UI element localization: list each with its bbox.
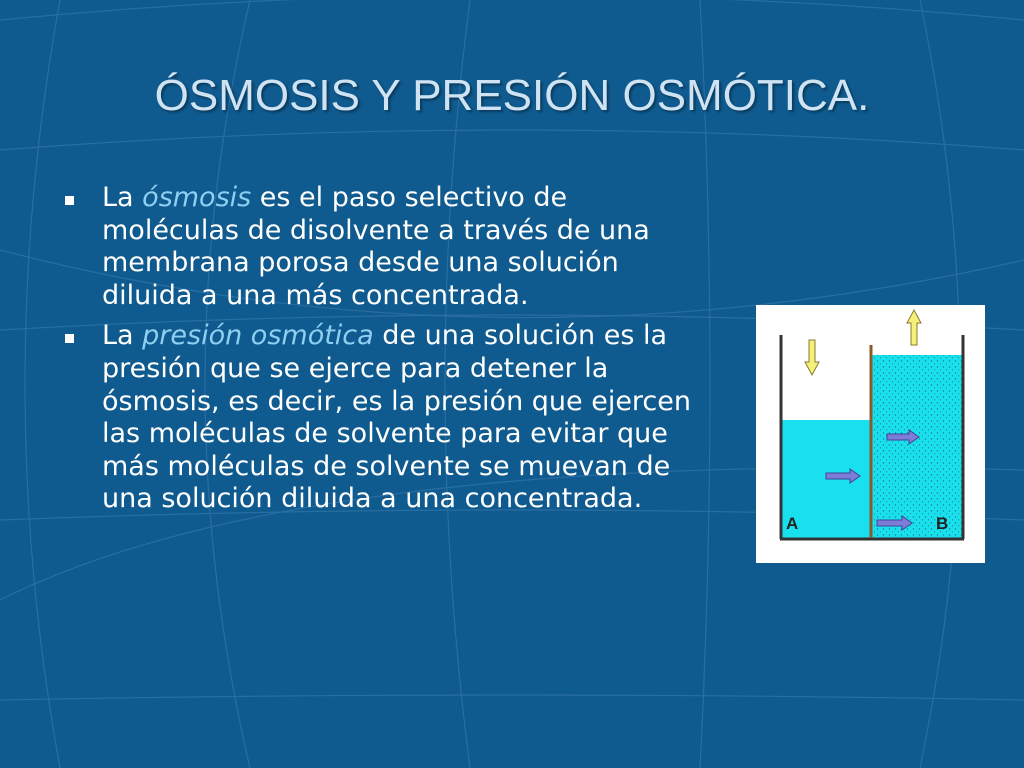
bullet-text-after: de una solución es la presión que se ejerce para detener la ósmosis, es decir, es la presión que ejercen las moléculas de solvente para evitar que más moléculas de solvente se muevan de una solución diluida a una concentrada.: [102, 320, 692, 515]
bullet-text-after: es el paso selectivo de moléculas de disolvente a través de una membrana porosa desde una solución diluida a una más concentrada.: [102, 182, 650, 311]
bullet-text-before: La: [102, 320, 143, 352]
bullet-osmosis-definition: [60, 182, 700, 312]
bullet-osmotic-pressure-definition: [60, 320, 700, 516]
square-bullet-icon: [65, 334, 74, 343]
solution-b: [872, 355, 962, 538]
bullet-list: [60, 182, 700, 524]
osmosis-diagram: [756, 305, 985, 563]
slide-title: ÓSMOSIS Y PRESIÓN OSMÓTICA.: [154, 71, 870, 120]
label-b: B: [936, 514, 949, 533]
arrow-up-icon: [907, 310, 921, 345]
square-bullet-icon: [65, 196, 74, 205]
bullet-text-before: La: [102, 182, 143, 213]
label-a: A: [786, 514, 799, 533]
arrow-down-icon: [805, 340, 819, 375]
term-osmosis: ósmosis: [142, 182, 252, 213]
osmosis-diagram-svg: [756, 305, 985, 563]
term-osmotic-pressure: presión osmótica: [142, 320, 374, 352]
